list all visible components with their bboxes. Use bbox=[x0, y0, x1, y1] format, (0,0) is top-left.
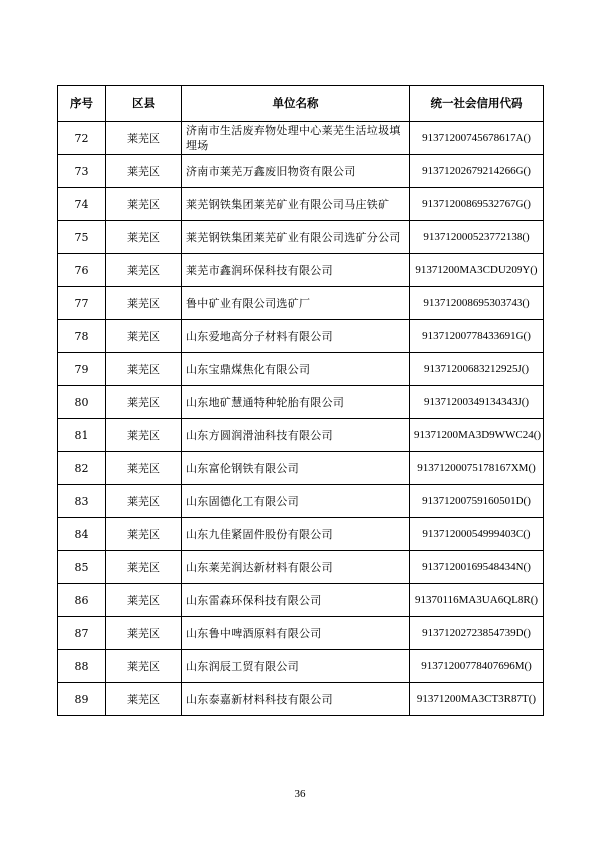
cell-unit-name: 山东固德化工有限公司 bbox=[182, 485, 410, 518]
cell-credit-code: 91371200683212925J() bbox=[410, 353, 544, 386]
cell-district: 莱芜区 bbox=[106, 320, 182, 353]
header-district: 区县 bbox=[106, 86, 182, 122]
cell-district: 莱芜区 bbox=[106, 386, 182, 419]
cell-credit-code: 91371200MA3D9WWC24() bbox=[410, 419, 544, 452]
cell-credit-code: 91371200349134343J() bbox=[410, 386, 544, 419]
cell-unit-name: 济南市莱芜万鑫废旧物资有限公司 bbox=[182, 155, 410, 188]
table-row bbox=[58, 188, 544, 221]
cell-credit-code: 91371200075178167XM() bbox=[410, 452, 544, 485]
cell-serial: 77 bbox=[58, 287, 106, 320]
cell-district: 莱芜区 bbox=[106, 551, 182, 584]
table-row bbox=[58, 650, 544, 683]
cell-district: 莱芜区 bbox=[106, 683, 182, 716]
cell-unit-name: 山东九佳紧固件股份有限公司 bbox=[182, 518, 410, 551]
cell-district: 莱芜区 bbox=[106, 650, 182, 683]
cell-serial: 88 bbox=[58, 650, 106, 683]
cell-serial: 83 bbox=[58, 485, 106, 518]
cell-district: 莱芜区 bbox=[106, 419, 182, 452]
table-row bbox=[58, 518, 544, 551]
cell-district: 莱芜区 bbox=[106, 617, 182, 650]
cell-serial: 81 bbox=[58, 419, 106, 452]
cell-district: 莱芜区 bbox=[106, 188, 182, 221]
cell-credit-code: 913712000523772138() bbox=[410, 221, 544, 254]
cell-credit-code: 91371200869532767G() bbox=[410, 188, 544, 221]
cell-unit-name: 山东雷森环保科技有限公司 bbox=[182, 584, 410, 617]
header-serial: 序号 bbox=[58, 86, 106, 122]
cell-credit-code: 91371200745678617A() bbox=[410, 122, 544, 155]
cell-district: 莱芜区 bbox=[106, 584, 182, 617]
cell-serial: 74 bbox=[58, 188, 106, 221]
table-row bbox=[58, 221, 544, 254]
cell-credit-code: 91371200MA3CT3R87T() bbox=[410, 683, 544, 716]
cell-serial: 79 bbox=[58, 353, 106, 386]
cell-serial: 73 bbox=[58, 155, 106, 188]
cell-unit-name: 莱芜钢铁集团莱芜矿业有限公司选矿分公司 bbox=[182, 221, 410, 254]
table-row bbox=[58, 584, 544, 617]
cell-credit-code: 91371202679214266G() bbox=[410, 155, 544, 188]
cell-district: 莱芜区 bbox=[106, 287, 182, 320]
enterprise-table bbox=[57, 85, 544, 716]
cell-credit-code: 91371200778407696M() bbox=[410, 650, 544, 683]
cell-credit-code: 91371200778433691G() bbox=[410, 320, 544, 353]
cell-unit-name: 山东莱芜润达新材料有限公司 bbox=[182, 551, 410, 584]
cell-serial: 82 bbox=[58, 452, 106, 485]
table-row bbox=[58, 122, 544, 155]
cell-unit-name: 山东鲁中啤酒原料有限公司 bbox=[182, 617, 410, 650]
cell-credit-code: 91371200MA3CDU209Y() bbox=[410, 254, 544, 287]
table-row bbox=[58, 551, 544, 584]
cell-unit-name: 山东爱地高分子材料有限公司 bbox=[182, 320, 410, 353]
cell-serial: 86 bbox=[58, 584, 106, 617]
cell-serial: 87 bbox=[58, 617, 106, 650]
cell-serial: 76 bbox=[58, 254, 106, 287]
cell-unit-name: 山东地矿慧通特种轮胎有限公司 bbox=[182, 386, 410, 419]
cell-unit-name: 山东富伦钢铁有限公司 bbox=[182, 452, 410, 485]
cell-serial: 85 bbox=[58, 551, 106, 584]
page-number: 36 bbox=[294, 788, 306, 800]
cell-district: 莱芜区 bbox=[106, 122, 182, 155]
table-row bbox=[58, 254, 544, 287]
cell-credit-code: 91371200759160501D() bbox=[410, 485, 544, 518]
cell-credit-code: 91370116MA3UA6QL8R() bbox=[410, 584, 544, 617]
table-header-row bbox=[58, 86, 544, 122]
cell-unit-name: 济南市生活废弃物处理中心莱芜生活垃圾填埋场 bbox=[182, 122, 410, 155]
cell-unit-name: 山东泰嘉新材料科技有限公司 bbox=[182, 683, 410, 716]
cell-unit-name: 山东润辰工贸有限公司 bbox=[182, 650, 410, 683]
cell-district: 莱芜区 bbox=[106, 155, 182, 188]
cell-district: 莱芜区 bbox=[106, 518, 182, 551]
table-row bbox=[58, 419, 544, 452]
cell-credit-code: 91371200054999403C() bbox=[410, 518, 544, 551]
cell-credit-code: 91371200169548434N() bbox=[410, 551, 544, 584]
cell-unit-name: 山东方圆润滑油科技有限公司 bbox=[182, 419, 410, 452]
cell-district: 莱芜区 bbox=[106, 485, 182, 518]
cell-district: 莱芜区 bbox=[106, 254, 182, 287]
table-row bbox=[58, 155, 544, 188]
cell-serial: 84 bbox=[58, 518, 106, 551]
table-row bbox=[58, 386, 544, 419]
table-row bbox=[58, 452, 544, 485]
cell-unit-name: 鲁中矿业有限公司选矿厂 bbox=[182, 287, 410, 320]
table-row bbox=[58, 353, 544, 386]
cell-unit-name: 莱芜市鑫润环保科技有限公司 bbox=[182, 254, 410, 287]
table-row bbox=[58, 320, 544, 353]
cell-serial: 72 bbox=[58, 122, 106, 155]
cell-serial: 80 bbox=[58, 386, 106, 419]
cell-unit-name: 莱芜钢铁集团莱芜矿业有限公司马庄铁矿 bbox=[182, 188, 410, 221]
cell-district: 莱芜区 bbox=[106, 452, 182, 485]
cell-district: 莱芜区 bbox=[106, 353, 182, 386]
header-credit-code: 统一社会信用代码 bbox=[410, 86, 544, 122]
cell-serial: 89 bbox=[58, 683, 106, 716]
cell-serial: 75 bbox=[58, 221, 106, 254]
header-unit-name: 单位名称 bbox=[182, 86, 410, 122]
table-row bbox=[58, 287, 544, 320]
cell-district: 莱芜区 bbox=[106, 221, 182, 254]
table-row bbox=[58, 485, 544, 518]
cell-unit-name: 山东宝鼎煤焦化有限公司 bbox=[182, 353, 410, 386]
cell-credit-code: 91371202723854739D() bbox=[410, 617, 544, 650]
table-row bbox=[58, 617, 544, 650]
cell-credit-code: 913712008695303743() bbox=[410, 287, 544, 320]
table-row bbox=[58, 683, 544, 716]
cell-serial: 78 bbox=[58, 320, 106, 353]
